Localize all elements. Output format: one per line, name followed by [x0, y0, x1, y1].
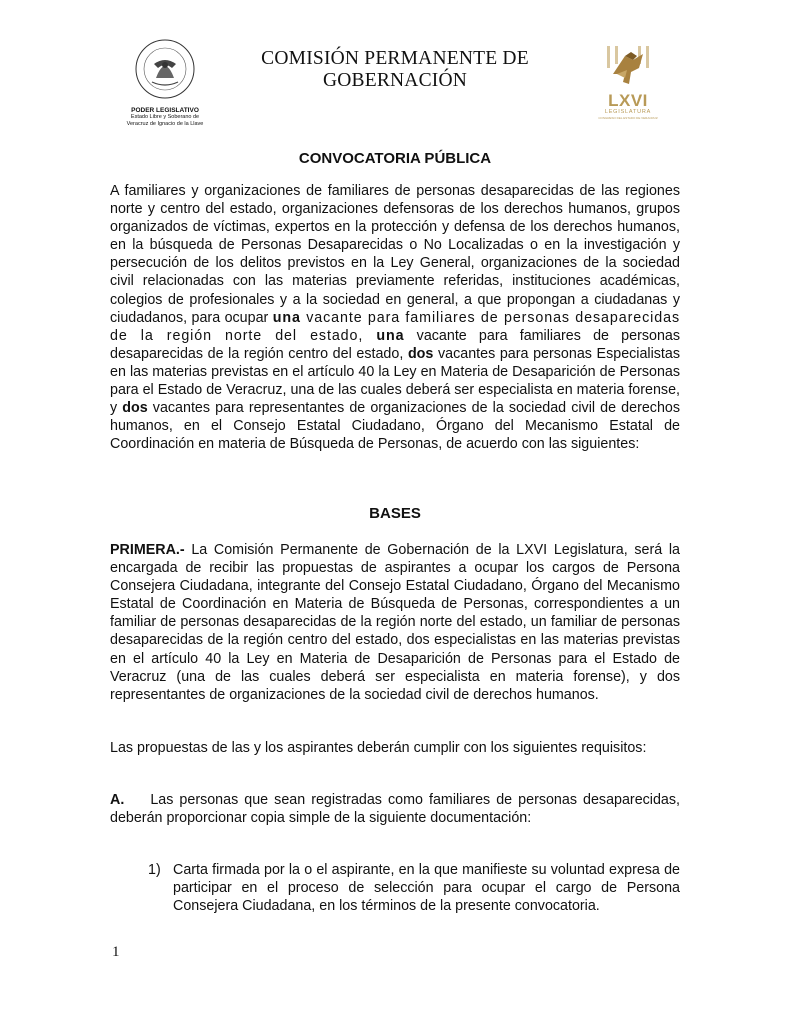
requirement-item-1-text: Carta firmada por la o el aspirante, en la que manifieste su voluntad expresa de participar en el proceso de selección para ocupar el cargo de Persona Consejera Ciudadana, en los términos de la presente convocatoria.: [173, 862, 680, 915]
section-a-paragraph: [110, 791, 680, 827]
requisitos-paragraph: Las propuestas de las y los aspirantes deberán cumplir con los siguientes requisitos:: [110, 740, 647, 756]
page-number: 1: [112, 944, 120, 960]
lxvi-legislatura-logo: [598, 44, 658, 120]
bases-heading: BASES: [369, 505, 421, 522]
commission-title-line-1: COMISIÓN PERMANENTE DE: [261, 48, 529, 69]
convocatoria-heading: CONVOCATORIA PÚBLICA: [298, 150, 492, 167]
poder-legislativo-seal: [110, 38, 220, 128]
vacancy-count-organizaciones: dos: [122, 400, 148, 417]
congreso-label: CONGRESO DEL ESTADO DE VERACRUZ: [598, 116, 658, 120]
lxvi-wordmark: LXVI: [608, 91, 648, 110]
legislatura-label: LEGISLATURA: [604, 109, 652, 115]
commission-title: [230, 48, 560, 92]
vacancy-count-especialistas: dos: [407, 345, 434, 362]
vacancy-count-centro: una: [376, 327, 405, 344]
primera-label: PRIMERA.-: [110, 542, 185, 558]
requirement-item-1: [148, 861, 680, 915]
intro-paragraph: [110, 182, 680, 453]
commission-title-line-2: GOBERNACIÓN: [322, 70, 468, 91]
requirement-item-1-number: 1): [148, 862, 161, 878]
intro-text-1: A familiares y organizaciones de familiares de personas desaparecidas de las regiones norte y centro del estado, organizaciones defensoras de los derechos humanos, grupos organizados de víctimas, expertos en la protección y defensa de los derechos humanos, en la búsqueda de Personas Desaparecidas o No Localizadas o en la investigación y persecución de los delitos previstos en la Ley General, organizaciones de la sociedad civil relacionadas con las materias previamente referidas, instituciones académicas, colegios de profesionales y a la sociedad en general, a que propongan a ciudadanas y ciudadanos, para ocupar: [110, 183, 680, 326]
eagle-logo-icon: [603, 44, 653, 88]
primera-paragraph: [110, 541, 680, 704]
poder-legislativo-label: PODER LEGISLATIVO: [131, 107, 199, 114]
vacancy-count-norte: una: [272, 309, 301, 326]
primera-text: La Comisión Permanente de Gobernación de la LXVI Legislatura, será la encargada de recibir las propuestas de aspirantes a ocupar los cargos de Persona Consejera Ciudadana, integrante del Consejo Estatal Ciudadano, Órgano del Mecanismo Estatal de Coordinación en Materia de Búsqueda de Personas, correspondientes a un familiar de personas desaparecidas de la región norte del estado, un familiar de personas desaparecidas de la región centro del estado, dos especialistas en las materias previstas en el artículo 40 la Ley en Materia de Desaparición de Personas para el Estado de Veracruz (una de las cuales deberá ser especialista en materia forense), y dos representantes de organizaciones de la sociedad civil de derechos humanos.: [110, 542, 680, 703]
intro-text-5: vacantes para representantes de organizaciones de la sociedad civil de derechos humanos, en el Consejo Estatal Ciudadano, Órgano del Mecanismo Estatal de Coordinación en materia de Búsqueda de Personas, de acuerdo con las siguientes:: [110, 400, 680, 453]
intro-text-3: vacante para familiares de personas desaparecidas de la región centro del estado,: [110, 327, 680, 362]
intro-text-2: vacante para familiares de personas desaparecidas de la región norte del estado,: [110, 309, 681, 344]
estado-line-2: Veracruz de Ignacio de la Llave: [126, 121, 204, 127]
estado-line-1: Estado Libre y Soberano de: [130, 114, 200, 120]
mexican-coat-of-arms-icon: [134, 38, 196, 100]
section-a-label: A.: [110, 792, 125, 808]
section-a-text: Las personas que sean registradas como familiares de personas desaparecidas, deberán proporcionar copia simple de la siguiente documentación:: [110, 792, 680, 827]
intro-text-4: vacantes para personas Especialistas en las materias previstas en el artículo 40 la Ley en Materia de Desaparición de Personas para el Estado de Veracruz, una de las cuales deberá ser especialista en materia forense, y: [110, 345, 680, 417]
